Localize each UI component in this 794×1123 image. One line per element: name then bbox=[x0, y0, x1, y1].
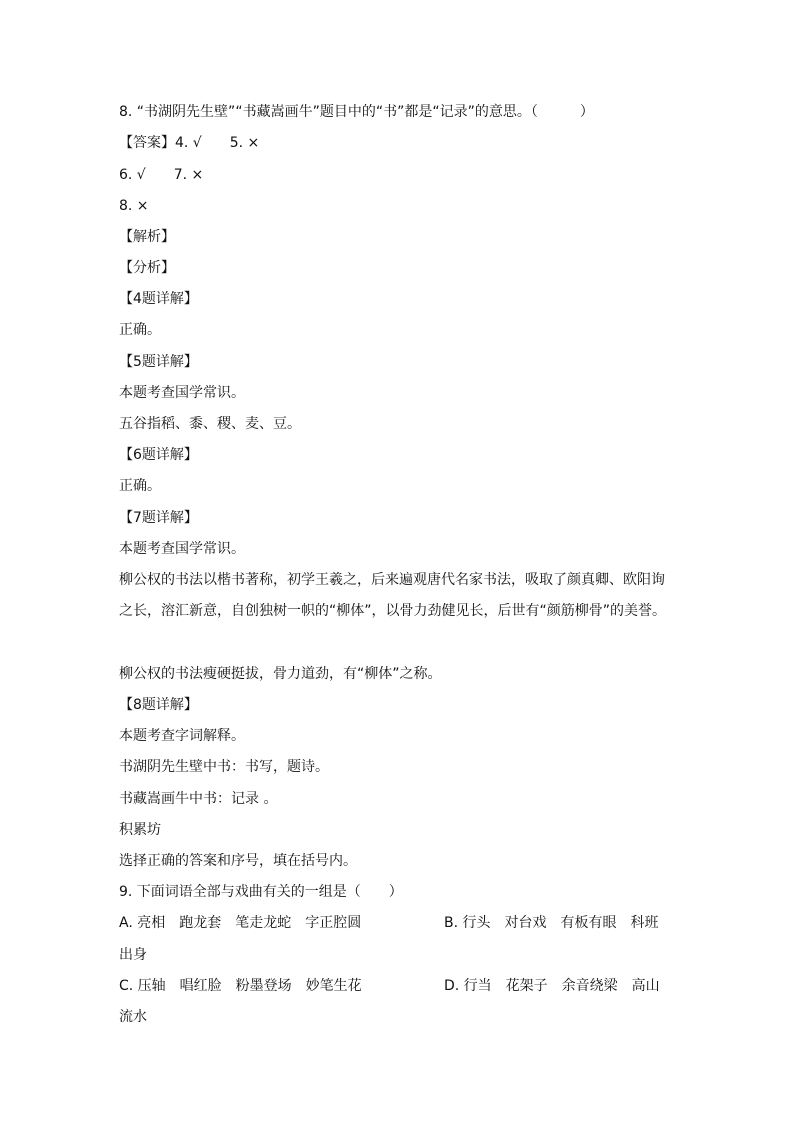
q7-detail-body-3: 柳公权的书法瘦硬挺拔，骨力道劲，有“柳体”之称。 bbox=[119, 666, 442, 682]
q7-detail-body-2b: 之长，溶汇新意，自创独树一帜的“柳体”，以骨力劲健见长，后世有“颜筋柳骨”的美誉。 bbox=[119, 603, 667, 619]
q5-detail-heading: 【5题详解】 bbox=[119, 354, 198, 370]
q5-detail-body-2: 五谷指稻、黍、稷、麦、豆。 bbox=[119, 416, 301, 432]
q8-detail-body-1: 本题考查字词解释。 bbox=[119, 728, 245, 744]
q5-detail-body-1: 本题考查国学常识。 bbox=[119, 385, 245, 401]
option-b: B. 行头 对台戏 有板有眼 科班 bbox=[444, 915, 659, 931]
answer-line-2: 6. √ 7. × bbox=[119, 167, 204, 183]
q8-detail-heading: 【8题详解】 bbox=[119, 697, 198, 713]
option-a: A. 亮相 跑龙套 笔走龙蛇 字正腔圆 bbox=[119, 915, 362, 931]
section-title: 积累坊 bbox=[119, 822, 161, 838]
option-c: C. 压轴 唱红脸 粉墨登场 妙笔生花 bbox=[119, 978, 362, 994]
q6-detail-body: 正确。 bbox=[119, 478, 161, 494]
analysis-label: 【解析】 bbox=[119, 229, 175, 245]
q8-detail-body-3: 书藏嵩画牛中书：记录 。 bbox=[119, 791, 278, 807]
q4-detail-heading: 【4题详解】 bbox=[119, 291, 198, 307]
question-8-stem: 8. “书湖阴先生壁”“书藏嵩画牛”题目中的“书”都是“记录”的意思。（ ） bbox=[119, 104, 594, 120]
q8-detail-body-2: 书湖阴先生壁中书：书写，题诗。 bbox=[119, 759, 329, 775]
fenxi-label: 【分析】 bbox=[119, 260, 175, 276]
q6-detail-heading: 【6题详解】 bbox=[119, 447, 198, 463]
answer-line-3: 8. × bbox=[119, 198, 149, 214]
option-d: D. 行当 花架子 余音绕梁 高山 bbox=[444, 978, 660, 994]
q7-detail-body-1: 本题考查国学常识。 bbox=[119, 541, 245, 557]
section-instruction: 选择正确的答案和序号，填在括号内。 bbox=[119, 853, 357, 869]
answer-line-1: 【答案】4. √ 5. × bbox=[119, 135, 260, 151]
question-9-stem: 9. 下面词语全部与戏曲有关的一组是（ ） bbox=[119, 884, 403, 900]
option-b-continuation: 出身 bbox=[119, 947, 147, 963]
q7-detail-body-2a: 柳公权的书法以楷书著称，初学王羲之，后来遍观唐代名家书法，吸取了颜真卿、欧阳询 bbox=[119, 572, 665, 588]
option-d-continuation: 流水 bbox=[119, 1009, 147, 1025]
q4-detail-body: 正确。 bbox=[119, 322, 161, 338]
q7-detail-heading: 【7题详解】 bbox=[119, 510, 198, 526]
